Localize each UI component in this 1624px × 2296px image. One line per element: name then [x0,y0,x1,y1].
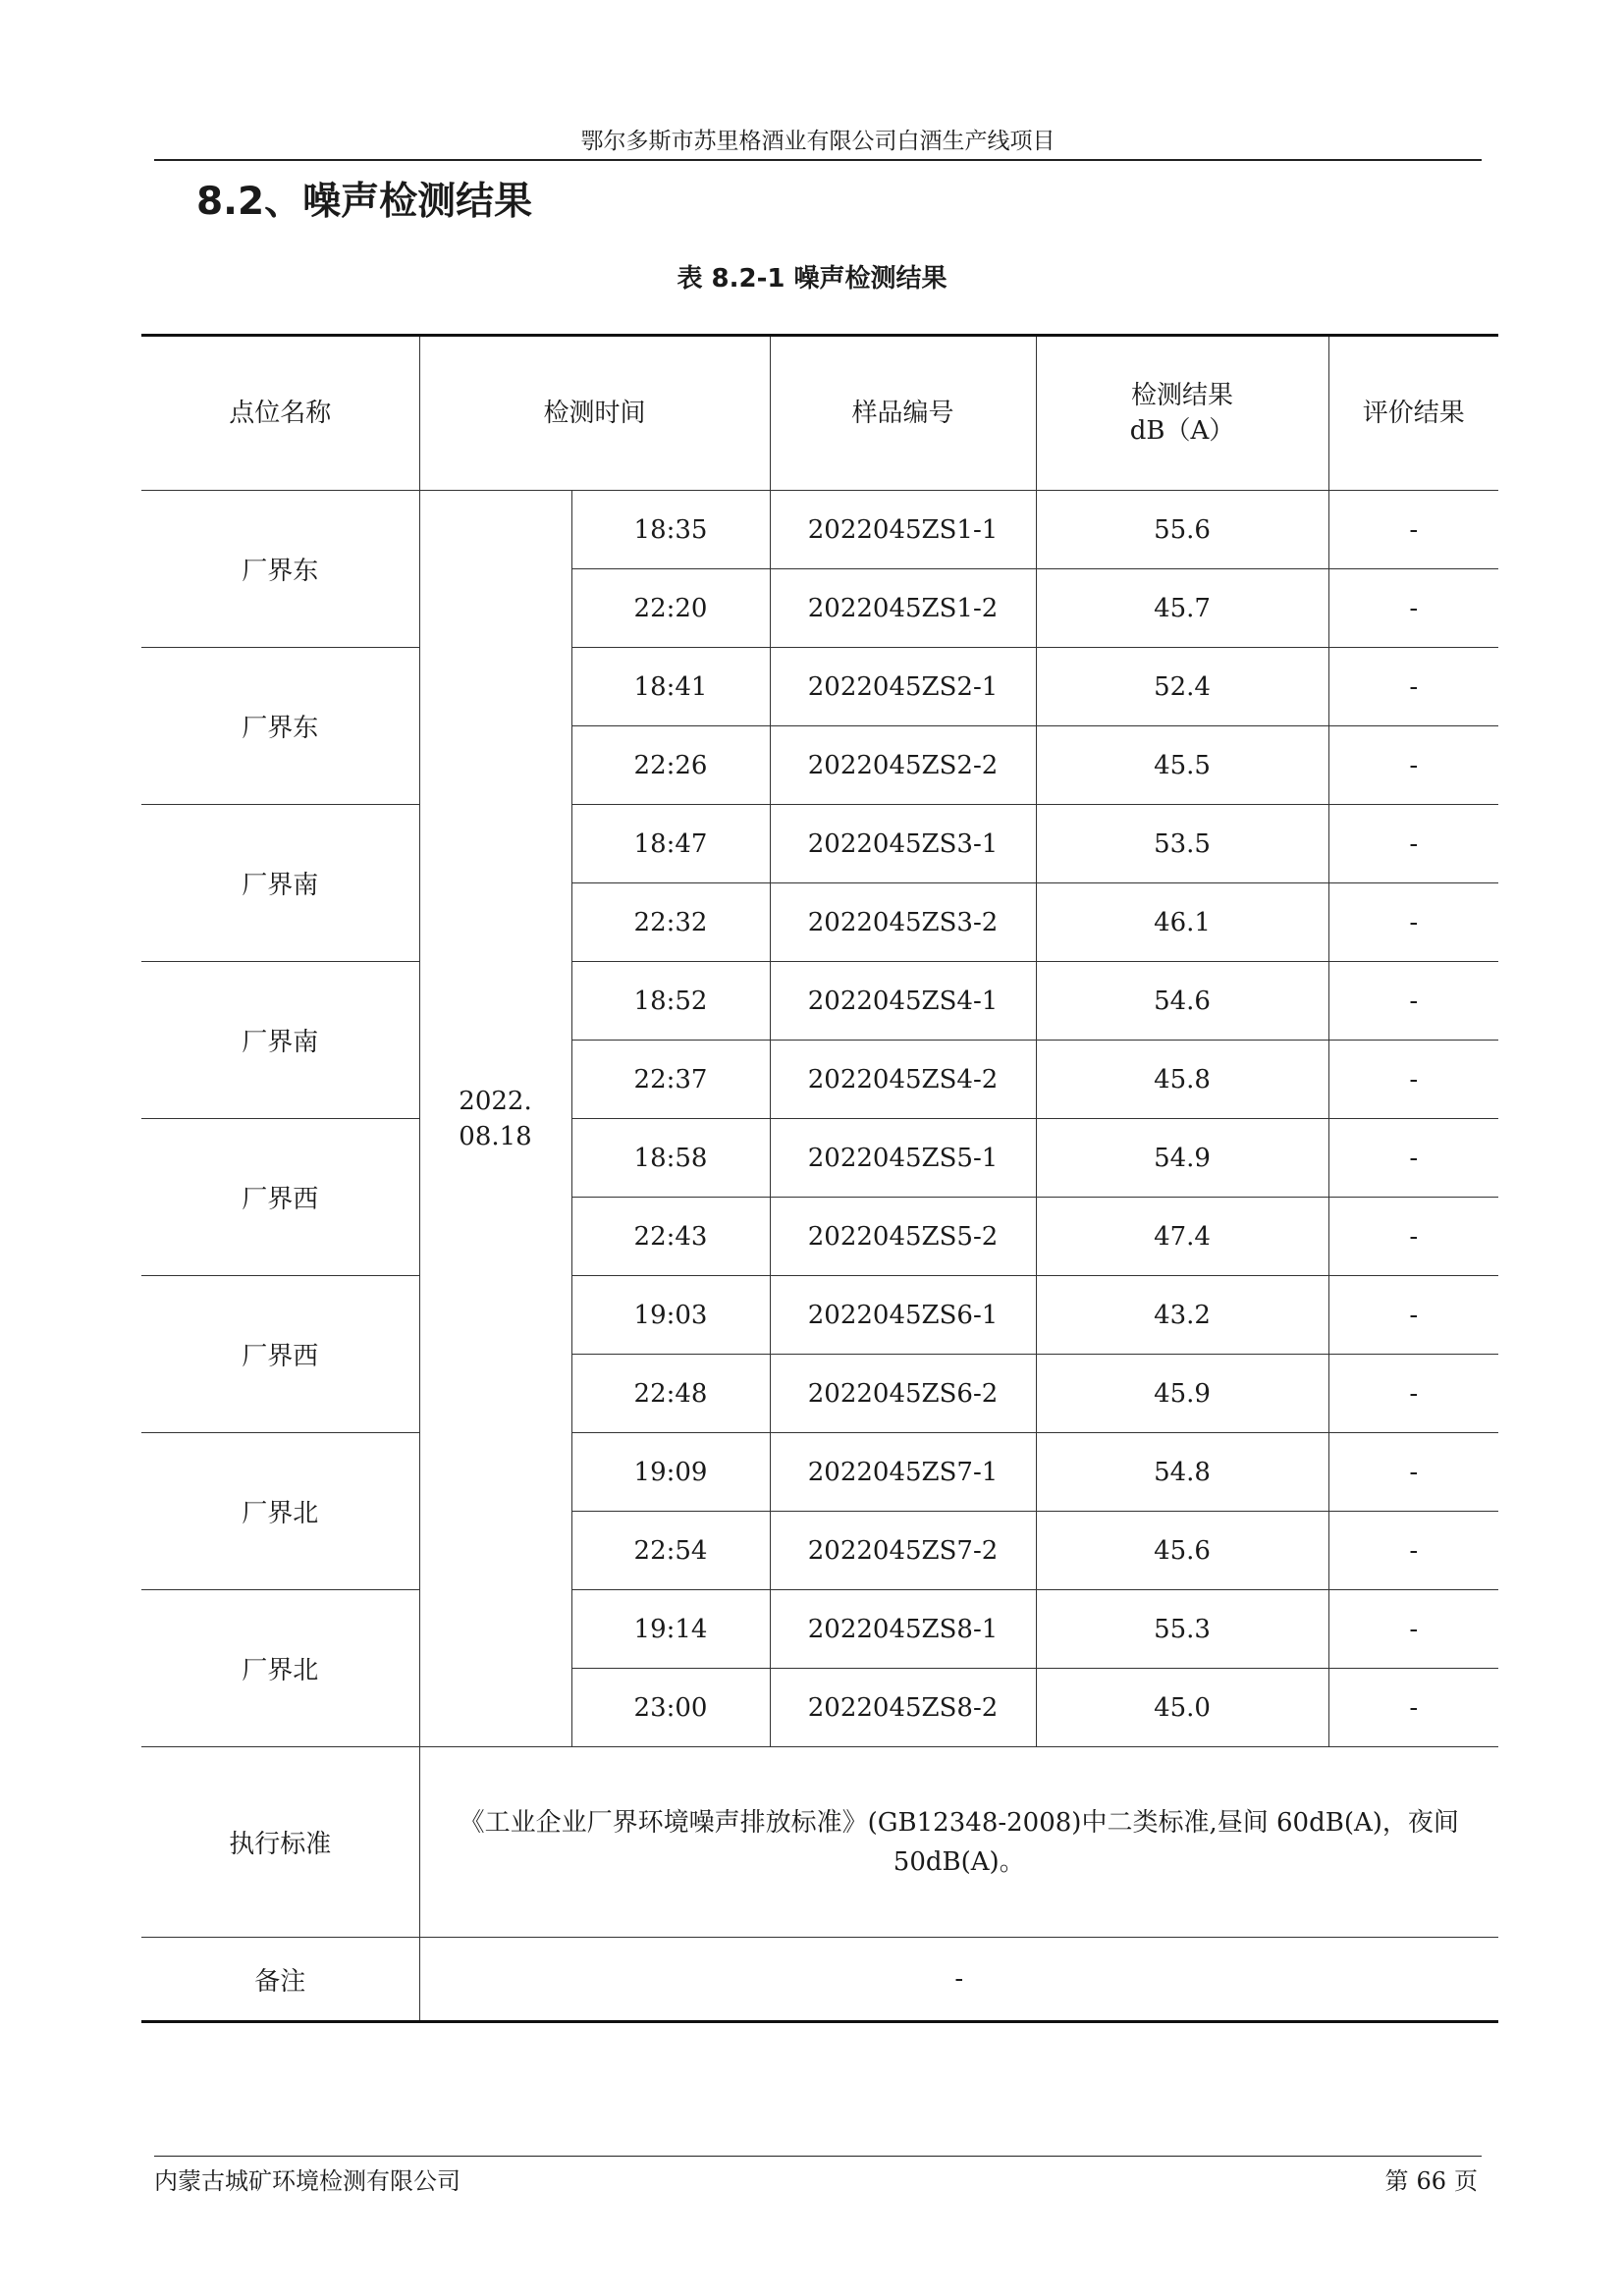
remark-label: 备注 [141,1938,419,2022]
standard-row [141,1747,1498,1938]
page-suffix: 页 [1454,2167,1478,2195]
time-cell: 18:58 [571,1119,770,1198]
time-cell: 19:09 [571,1433,770,1512]
result-cell: 45.5 [1036,726,1328,805]
result-cell: 45.6 [1036,1512,1328,1590]
result-cell: 54.9 [1036,1119,1328,1198]
standard-label: 执行标准 [141,1747,419,1938]
result-cell: 45.7 [1036,569,1328,648]
header-divider [154,159,1482,161]
point-name-cell: 厂界南 [141,962,419,1119]
result-cell: 53.5 [1036,805,1328,883]
result-cell: 47.4 [1036,1198,1328,1276]
sample-id-cell: 2022045ZS2-1 [770,648,1036,726]
page-number: 66 [1416,2167,1446,2195]
table-caption: 表 8.2-1 噪声检测结果 [677,264,947,294]
point-name-cell: 厂界东 [141,648,419,805]
column-header-point: 点位名称 [141,336,419,491]
table-header-row [141,336,1498,491]
sample-id-cell: 2022045ZS7-1 [770,1433,1036,1512]
standard-text: 《工业企业厂界环境噪声排放标准》(GB12348-2008)中二类标准,昼间 60dB(A)，夜间 50dB(A)。 [419,1747,1498,1938]
evaluation-cell: - [1328,569,1498,648]
sample-id-cell: 2022045ZS6-2 [770,1355,1036,1433]
evaluation-cell: - [1328,648,1498,726]
result-cell: 45.9 [1036,1355,1328,1433]
time-cell: 19:14 [571,1590,770,1669]
table-row [141,805,1498,883]
evaluation-cell: - [1328,1512,1498,1590]
sample-id-cell: 2022045ZS2-2 [770,726,1036,805]
footer-divider [154,2156,1482,2157]
point-name-cell: 厂界东 [141,491,419,648]
point-name-cell: 厂界西 [141,1276,419,1433]
evaluation-cell: - [1328,1119,1498,1198]
time-cell: 23:00 [571,1669,770,1747]
column-header-result-title: 检测结果 [1131,381,1234,410]
point-name-cell: 厂界北 [141,1433,419,1590]
sample-id-cell: 2022045ZS8-1 [770,1590,1036,1669]
time-cell: 22:20 [571,569,770,648]
footer-page-number [1380,2163,1482,2199]
page-prefix: 第 [1384,2167,1409,2195]
sample-id-cell: 2022045ZS8-2 [770,1669,1036,1747]
result-cell: 46.1 [1036,883,1328,962]
table-row [141,962,1498,1041]
sample-id-cell: 2022045ZS6-1 [770,1276,1036,1355]
evaluation-cell: - [1328,805,1498,883]
evaluation-cell: - [1328,1433,1498,1512]
evaluation-cell: - [1328,962,1498,1041]
table-row [141,1590,1498,1669]
column-header-result-unit: dB（A） [1129,416,1235,446]
evaluation-cell: - [1328,1355,1498,1433]
time-cell: 22:37 [571,1041,770,1119]
sample-id-cell: 2022045ZS3-1 [770,805,1036,883]
table-row [141,1433,1498,1512]
time-cell: 18:35 [571,491,770,569]
time-cell: 22:54 [571,1512,770,1590]
result-cell: 54.8 [1036,1433,1328,1512]
result-cell: 43.2 [1036,1276,1328,1355]
sample-id-cell: 2022045ZS3-2 [770,883,1036,962]
evaluation-cell: - [1328,1198,1498,1276]
section-title: 8.2、噪声检测结果 [196,180,533,224]
sample-id-cell: 2022045ZS7-2 [770,1512,1036,1590]
result-cell: 52.4 [1036,648,1328,726]
column-header-evaluation: 评价结果 [1328,336,1498,491]
result-cell: 55.6 [1036,491,1328,569]
result-cell: 55.3 [1036,1590,1328,1669]
table-row [141,1119,1498,1198]
evaluation-cell: - [1328,1276,1498,1355]
time-cell: 19:03 [571,1276,770,1355]
noise-results-table [141,334,1498,2023]
evaluation-cell: - [1328,1041,1498,1119]
sample-id-cell: 2022045ZS1-1 [770,491,1036,569]
column-header-result [1036,336,1328,491]
column-header-sample: 样品编号 [770,336,1036,491]
table-row [141,1276,1498,1355]
time-cell: 18:47 [571,805,770,883]
time-cell: 18:52 [571,962,770,1041]
time-cell: 22:26 [571,726,770,805]
time-cell: 18:41 [571,648,770,726]
remark-row [141,1938,1498,2022]
evaluation-cell: - [1328,491,1498,569]
sample-id-cell: 2022045ZS1-2 [770,569,1036,648]
point-name-cell: 厂界北 [141,1590,419,1747]
evaluation-cell: - [1328,726,1498,805]
table-row [141,648,1498,726]
table-body [141,491,1498,1747]
evaluation-cell: - [1328,1590,1498,1669]
result-cell: 54.6 [1036,962,1328,1041]
time-cell: 22:32 [571,883,770,962]
time-cell: 22:48 [571,1355,770,1433]
sample-id-cell: 2022045ZS5-2 [770,1198,1036,1276]
date-cell: 2022.08.18 [419,491,571,1747]
evaluation-cell: - [1328,1669,1498,1747]
point-name-cell: 厂界西 [141,1119,419,1276]
table-row [141,491,1498,569]
evaluation-cell: - [1328,883,1498,962]
sample-id-cell: 2022045ZS4-2 [770,1041,1036,1119]
page-header: 鄂尔多斯市苏里格酒业有限公司白酒生产线项目 [580,129,1056,154]
result-cell: 45.8 [1036,1041,1328,1119]
remark-value: - [419,1938,1498,2022]
time-cell: 22:43 [571,1198,770,1276]
sample-id-cell: 2022045ZS5-1 [770,1119,1036,1198]
sample-id-cell: 2022045ZS4-1 [770,962,1036,1041]
column-header-time: 检测时间 [419,336,770,491]
point-name-cell: 厂界南 [141,805,419,962]
result-cell: 45.0 [1036,1669,1328,1747]
footer-company: 内蒙古城矿环境检测有限公司 [154,2167,460,2195]
